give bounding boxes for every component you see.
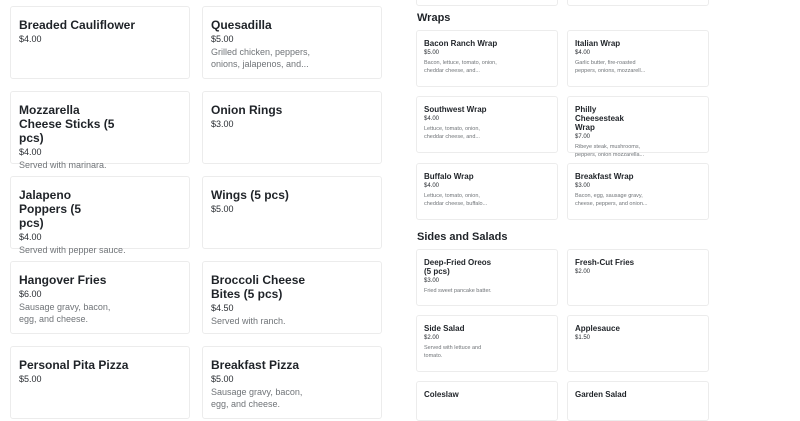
item-name: Breakfast Pizza <box>211 358 300 372</box>
item-name: Jalapeno Poppers (5 pcs) <box>19 188 82 230</box>
item-price: $4.00 <box>575 50 591 56</box>
item-description: Bacon, lettuce, tomato, onion, cheddar cheese, and... <box>424 60 497 74</box>
menu-item-card[interactable] <box>10 261 190 334</box>
menu-item-card[interactable] <box>567 315 709 372</box>
item-description: Grilled chicken, peppers, onions, jalapenos, and... <box>211 47 311 69</box>
menu-item-card[interactable] <box>416 30 558 87</box>
menu-item-card[interactable] <box>10 346 190 419</box>
item-description: Served with marinara. <box>19 160 107 170</box>
menu-item-card[interactable] <box>567 96 709 158</box>
item-name: Philly Cheesesteak Wrap <box>575 105 624 132</box>
item-name: Hangover Fries <box>19 273 107 287</box>
item-name: Garden Salad <box>575 390 627 399</box>
item-price: $3.00 <box>424 278 440 284</box>
item-name: Onion Rings <box>211 103 283 117</box>
section-title-sides: Sides and Salads <box>417 231 508 243</box>
menu-item-card[interactable] <box>567 381 709 421</box>
item-name: Breakfast Wrap <box>575 172 634 181</box>
item-name: Broccoli Cheese Bites (5 pcs) <box>211 273 306 301</box>
item-price: $5.00 <box>211 204 234 214</box>
item-price: $7.00 <box>575 134 591 140</box>
item-price: $4.50 <box>211 303 234 313</box>
menu-item-card[interactable] <box>10 91 190 170</box>
item-price: $6.00 <box>19 289 42 299</box>
item-price: $5.00 <box>424 50 440 56</box>
item-name: Deep-Fried Oreos (5 pcs) <box>424 258 492 276</box>
menu-item-card[interactable] <box>567 30 709 87</box>
item-name: Mozzarella Cheese Sticks (5 pcs) <box>19 103 115 145</box>
item-description: Lettuce, tomato, onion, cheddar cheese, and... <box>424 126 480 140</box>
item-description: Sausage gravy, bacon, egg, and cheese. <box>211 387 303 409</box>
menu-item-card[interactable] <box>567 249 709 306</box>
item-description: Served with lettuce and tomato. <box>424 345 482 359</box>
menu-item-card[interactable] <box>567 163 709 220</box>
item-price: $1.50 <box>575 335 591 341</box>
item-name: Wings (5 pcs) <box>211 188 289 202</box>
item-description: Fried sweet pancake batter. <box>424 288 492 294</box>
menu-item-card[interactable] <box>416 249 558 306</box>
item-price: $4.00 <box>19 232 42 242</box>
item-price: $4.00 <box>19 34 42 44</box>
item-price: $2.00 <box>424 335 440 341</box>
item-name: Italian Wrap <box>575 39 621 48</box>
menu-item-card[interactable] <box>202 6 382 79</box>
item-name: Personal Pita Pizza <box>19 358 129 372</box>
menu-item-card[interactable] <box>202 91 382 164</box>
item-price: $5.00 <box>211 34 234 44</box>
menu-item-card[interactable] <box>202 261 382 334</box>
item-name: Applesauce <box>575 324 620 333</box>
item-description: Bacon, egg, sausage gravy, cheese, peppers, and onion... <box>575 193 648 207</box>
item-price: $4.00 <box>19 147 42 157</box>
item-price: $2.00 <box>575 269 591 275</box>
item-description: Ribeye steak, mushrooms, peppers, onion mozzarella... <box>575 144 645 158</box>
menu-item-card-cropped[interactable] <box>416 0 558 6</box>
menu-item-card[interactable] <box>10 176 190 255</box>
item-name: Breaded Cauliflower <box>19 18 136 32</box>
menu-item-card[interactable] <box>416 315 558 372</box>
item-description: Garlic butter, fire-roasted peppers, onions, mozzarell... <box>575 60 646 74</box>
item-name: Quesadilla <box>211 18 272 32</box>
item-description: Served with pepper sauce. <box>19 245 126 255</box>
item-price: $5.00 <box>211 374 234 384</box>
menu-item-card[interactable] <box>416 96 558 153</box>
item-name: Southwest Wrap <box>424 105 487 114</box>
item-name: Fresh-Cut Fries <box>575 258 635 267</box>
menu-item-card-cropped[interactable] <box>567 0 709 6</box>
item-name: Bacon Ranch Wrap <box>424 39 498 48</box>
item-description: Sausage gravy, bacon, egg, and cheese. <box>19 302 111 324</box>
menu-item-card[interactable] <box>416 163 558 220</box>
item-description: Served with ranch. <box>211 316 286 326</box>
section-title-wraps: Wraps <box>417 12 451 24</box>
menu-item-card[interactable] <box>10 6 190 79</box>
item-price: $3.00 <box>575 183 591 189</box>
menu-item-card[interactable] <box>202 346 382 419</box>
item-price: $5.00 <box>19 374 42 384</box>
item-price: $4.00 <box>424 116 440 122</box>
menu-item-card[interactable] <box>202 176 382 249</box>
item-name: Buffalo Wrap <box>424 172 474 181</box>
item-name: Side Salad <box>424 324 465 333</box>
item-price: $4.00 <box>424 183 440 189</box>
item-description: Lettuce, tomato, onion, cheddar cheese, buffalo... <box>424 193 488 207</box>
item-name: Coleslaw <box>424 390 459 399</box>
item-price: $3.00 <box>211 119 234 129</box>
menu-item-card[interactable] <box>416 381 558 421</box>
